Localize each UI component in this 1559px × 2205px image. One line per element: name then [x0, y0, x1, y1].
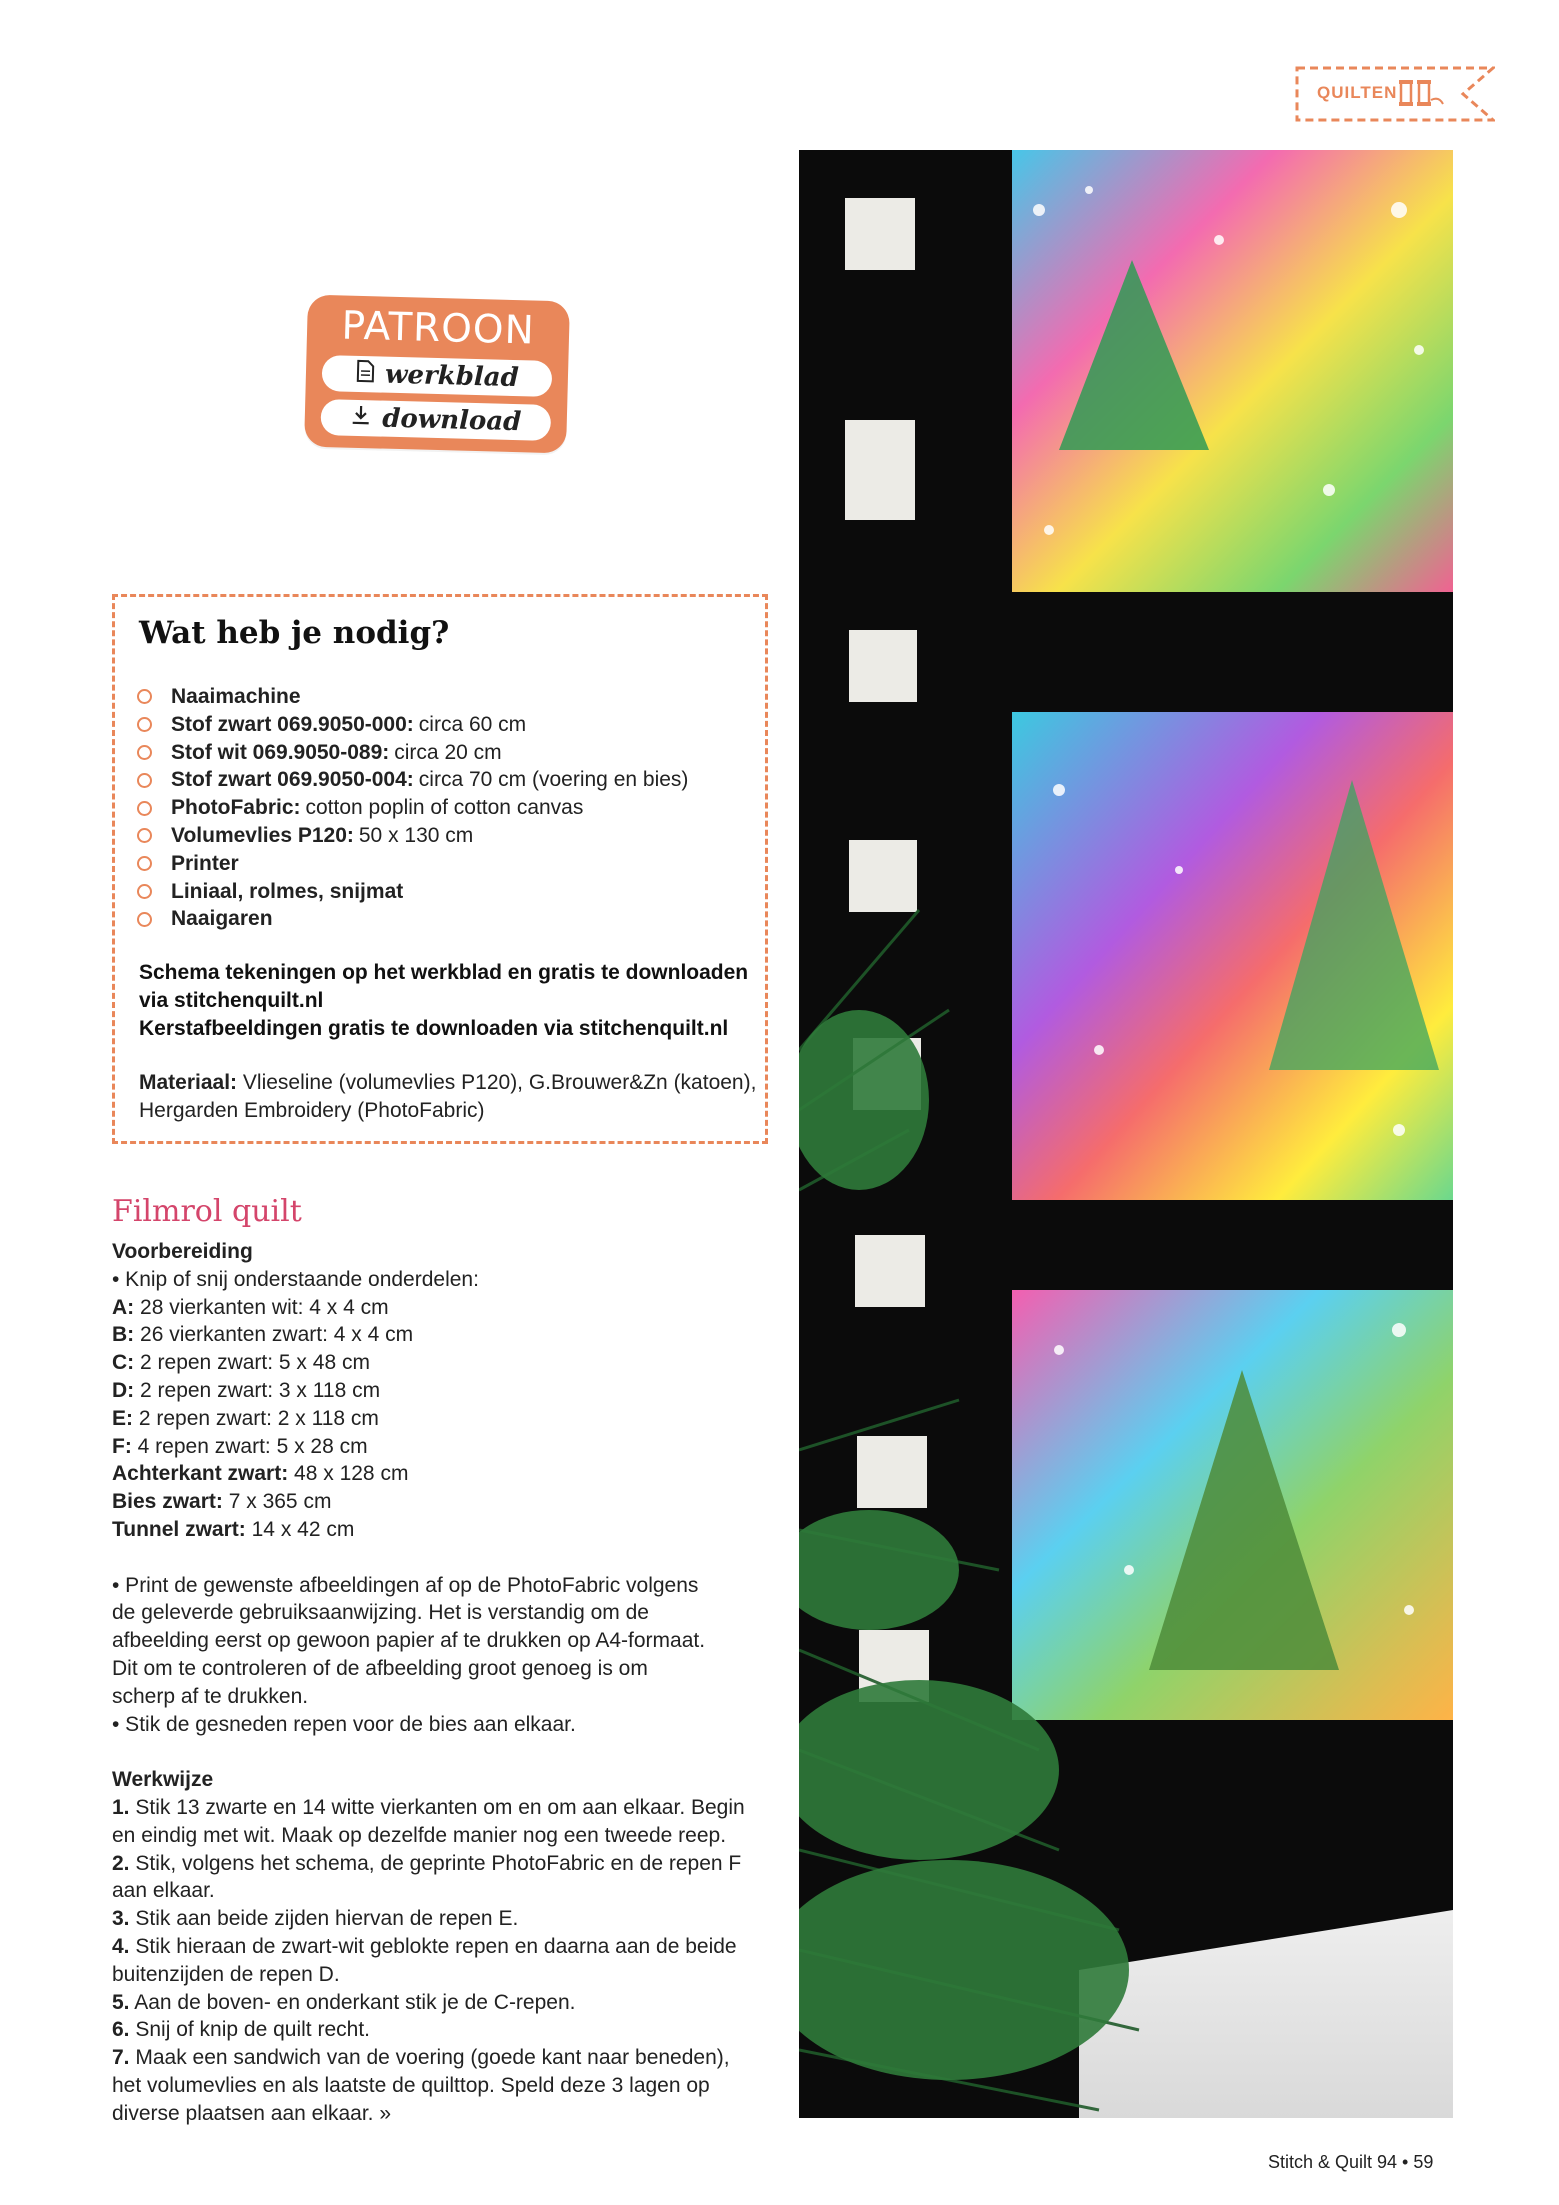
worksheet-icon [355, 358, 376, 390]
list-item: PhotoFabric: cotton poplin of cotton canvas [137, 794, 688, 822]
prep-heading: Voorbereiding [112, 1240, 253, 1263]
part-line: Bies zwart: 7 x 365 cm [112, 1490, 332, 1514]
list-item: Naaimachine [137, 683, 688, 711]
part-line: D: 2 repen zwart: 3 x 118 cm [112, 1378, 381, 1402]
bullet-circle-icon [137, 912, 152, 927]
quilt-illustration [799, 150, 1453, 2118]
bullet-circle-icon [137, 828, 152, 843]
part-line: F: 4 repen zwart: 5 x 28 cm [112, 1434, 368, 1458]
prep-line: • Stik de gesneden repen voor de bies aan elkaar. [112, 1712, 576, 1736]
worksheet-label: werkblad [384, 359, 520, 394]
section-tag [1295, 66, 1495, 120]
page-footer: Stitch & Quilt 94 • 59 [1268, 2152, 1434, 2172]
materials-heading: Wat heb je nodig? [139, 615, 450, 651]
step-line: 4. Stik hieraan de zwart-wit geblokte repen en daarna aan de beide [112, 1934, 737, 1958]
download-label: download [381, 403, 522, 438]
step-line: buitenzijden de repen D. [112, 1962, 340, 1986]
bullet-circle-icon [137, 884, 152, 899]
step-line: en eindig met wit. Maak op dezelfde manier nog een tweede reep. [112, 1823, 727, 1847]
step-line: 5. Aan de boven- en onderkant stik je de C-repen. [112, 1990, 576, 2014]
badge-title: PATROON [341, 303, 536, 354]
list-item: Volumevlies P120: 50 x 130 cm [137, 822, 688, 850]
step-line: diverse plaatsen aan elkaar. » [112, 2101, 392, 2125]
part-line: C: 2 repen zwart: 5 x 48 cm [112, 1351, 370, 1375]
section-tag-label: QUILTEN [1317, 83, 1398, 102]
worksheet-link[interactable] [322, 355, 553, 397]
step-line: 1. Stik 13 zwarte en 14 witte vierkanten om en om aan elkaar. Begin [112, 1795, 745, 1819]
bullet-circle-icon [137, 689, 152, 704]
credit-text: Vlieseline (volumevlies P120), G.Brouwer&Zn (katoen), Hergarden Embroidery (PhotoFabric) [139, 1071, 757, 1122]
prep-intro: • Knip of snij onderstaande onderdelen: [112, 1267, 479, 1291]
article-title: Filmrol quilt [112, 1194, 302, 1229]
part-line: E: 2 repen zwart: 2 x 118 cm [112, 1406, 379, 1430]
prep-line: scherp af te drukken. [112, 1684, 309, 1708]
part-line: Achterkant zwart: 48 x 128 cm [112, 1462, 409, 1486]
list-item: Stof zwart 069.9050-000: circa 60 cm [137, 711, 688, 739]
step-line: 7. Maak een sandwich van de voering (goede kant naar beneden), [112, 2046, 730, 2070]
download-note: Schema tekeningen op het werkblad en gratis te downloaden via stitchenquilt.nl Kerstafbeeldingen gratis te downloaden via stitchenquilt.nl [139, 961, 749, 1040]
bullet-circle-icon [137, 773, 152, 788]
prep-line: de geleverde gebruiksaanwijzing. Het is verstandig om de [112, 1601, 649, 1625]
part-line: B: 26 vierkanten zwart: 4 x 4 cm [112, 1323, 414, 1347]
credit-label: Materiaal: [139, 1071, 238, 1094]
list-item: Liniaal, rolmes, snijmat [137, 878, 688, 906]
step-line: 6. Snij of knip de quilt recht. [112, 2018, 370, 2042]
step-line: aan elkaar. [112, 1879, 215, 1903]
list-item: Stof zwart 069.9050-004: circa 70 cm (voering en bies) [137, 766, 688, 794]
prep-line: • Print de gewenste afbeeldingen af op de PhotoFabric volgens [112, 1573, 699, 1597]
step-line: 2. Stik, volgens het schema, de geprinte PhotoFabric en de repen F [112, 1851, 742, 1875]
quilt-photo [799, 150, 1453, 2118]
material-credit [139, 1069, 769, 1125]
step-line: het volumevlies en als laatste de quilttop. Speld deze 3 lagen op [112, 2073, 710, 2097]
list-item: Printer [137, 850, 688, 878]
part-line: Tunnel zwart: 14 x 42 cm [112, 1517, 355, 1541]
bullet-circle-icon [137, 717, 152, 732]
part-line: A: 28 vierkanten wit: 4 x 4 cm [112, 1295, 389, 1319]
pattern-badge [304, 295, 570, 454]
list-item: Stof wit 069.9050-089: circa 20 cm [137, 739, 688, 767]
article-body [112, 1238, 772, 2128]
download-link[interactable] [320, 399, 551, 441]
step-line: 3. Stik aan beide zijden hiervan de repen E. [112, 1907, 519, 1931]
list-item: Naaigaren [137, 905, 688, 933]
method-heading: Werkwijze [112, 1768, 214, 1792]
materials-list [137, 683, 688, 933]
bullet-circle-icon [137, 745, 152, 760]
prep-line: afbeelding eerst op gewoon papier af te drukken op A4-formaat. [112, 1629, 706, 1653]
materials-box [112, 594, 768, 1144]
bullet-circle-icon [137, 801, 152, 816]
bullet-circle-icon [137, 856, 152, 871]
download-icon [350, 403, 373, 434]
prep-line: Dit om te controleren of de afbeelding groot genoeg is om [112, 1656, 648, 1680]
